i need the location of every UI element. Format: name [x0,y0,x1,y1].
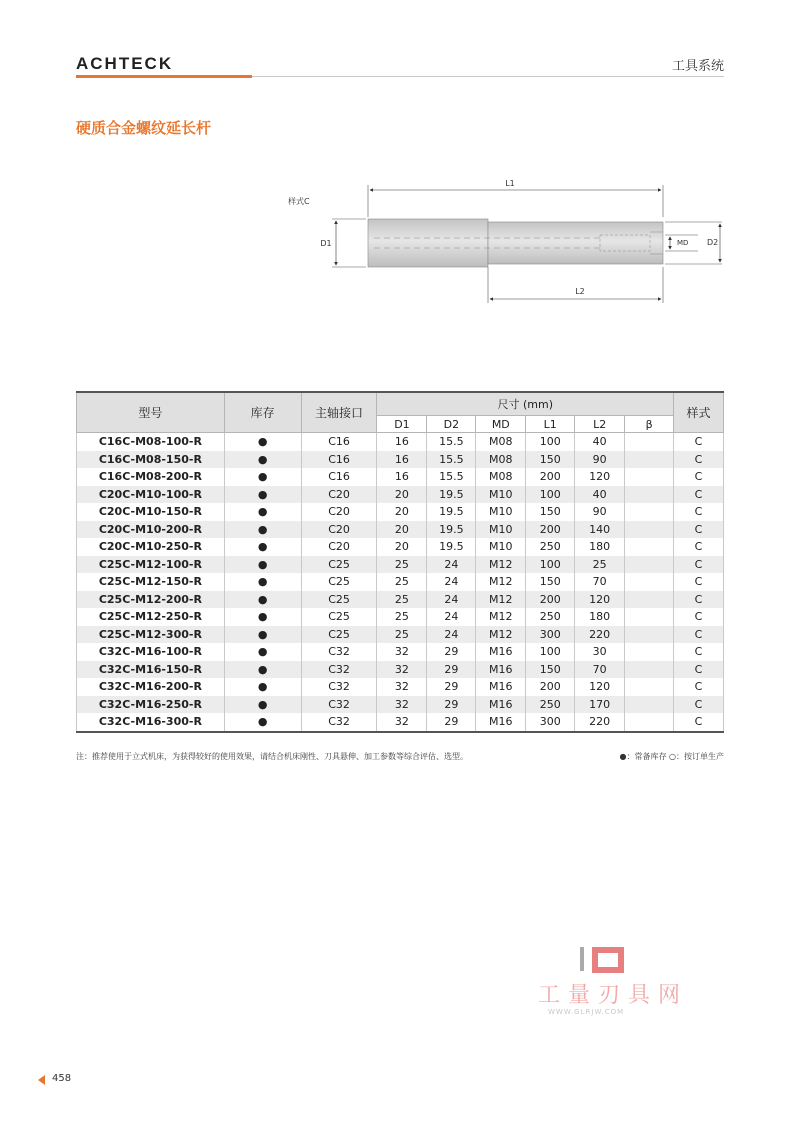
table-row [77,608,724,626]
cell-spindle: C25 [301,591,377,609]
cell-l2: 140 [575,521,625,539]
header-stock: 库存 [224,392,301,433]
table-row [77,573,724,591]
cell-l1: 100 [526,433,575,451]
cell-stock: ● [224,451,301,469]
cell-md: M08 [476,451,526,469]
cell-beta [625,608,674,626]
cell-model: C16C-M08-100-R [77,433,225,451]
cell-d2: 29 [427,713,476,732]
cell-model: C32C-M16-200-R [77,678,225,696]
cell-d2: 19.5 [427,486,476,504]
cell-l1: 250 [526,696,575,714]
cell-model: C16C-M08-200-R [77,468,225,486]
table-row [77,468,724,486]
header-d1: D1 [377,416,427,433]
cell-d2: 29 [427,696,476,714]
cell-l2: 170 [575,696,625,714]
cell-d1: 20 [377,503,427,521]
cell-d2: 19.5 [427,503,476,521]
cell-style: C [674,573,724,591]
cell-d2: 24 [427,591,476,609]
cell-style: C [674,451,724,469]
cell-l2: 90 [575,503,625,521]
cell-beta [625,678,674,696]
cell-beta [625,591,674,609]
watermark-text: 工量刃具网 [538,983,689,1008]
cell-model: C25C-M12-150-R [77,573,225,591]
cell-md: M12 [476,608,526,626]
cell-style: C [674,661,724,679]
cell-spindle: C32 [301,678,377,696]
cell-d2: 15.5 [427,433,476,451]
cell-l1: 150 [526,451,575,469]
cell-d1: 32 [377,713,427,732]
cell-beta [625,503,674,521]
shank-body [368,219,488,267]
cell-style: C [674,556,724,574]
cell-stock: ● [224,661,301,679]
table-row [77,521,724,539]
cell-d1: 25 [377,573,427,591]
cell-d2: 19.5 [427,521,476,539]
table-row [77,433,724,451]
cell-md: M16 [476,696,526,714]
cell-d2: 29 [427,643,476,661]
cell-l1: 200 [526,468,575,486]
footnote: 注：推荐使用于立式机床，为获得较好的使用效果，请结合机床刚性、刀具悬伸、加工参数等综合评估、选型。 [76,752,468,761]
cell-d2: 24 [427,556,476,574]
cell-stock: ● [224,486,301,504]
cell-beta [625,626,674,644]
cell-md: M16 [476,643,526,661]
page-number: 458 [52,1073,72,1084]
cell-l2: 180 [575,608,625,626]
cell-l2: 30 [575,643,625,661]
cell-l2: 70 [575,661,625,679]
cell-md: M08 [476,468,526,486]
cell-spindle: C32 [301,713,377,732]
tool-diagram [270,175,730,305]
cell-model: C20C-M10-100-R [77,486,225,504]
cell-spindle: C25 [301,556,377,574]
table-row [77,713,724,732]
table-row [77,661,724,679]
cell-d1: 20 [377,538,427,556]
cell-d1: 25 [377,608,427,626]
cell-l2: 120 [575,591,625,609]
cell-style: C [674,591,724,609]
cell-d1: 16 [377,433,427,451]
cell-beta [625,451,674,469]
header-d2: D2 [427,416,476,433]
cell-md: M12 [476,591,526,609]
cell-model: C25C-M12-100-R [77,556,225,574]
table-row [77,451,724,469]
cell-spindle: C25 [301,573,377,591]
cell-spindle: C32 [301,643,377,661]
cell-md: M12 [476,556,526,574]
cell-md: M08 [476,433,526,451]
cell-style: C [674,696,724,714]
cell-l2: 120 [575,468,625,486]
cell-stock: ● [224,696,301,714]
spec-table [76,391,724,733]
cell-spindle: C25 [301,608,377,626]
cell-md: M16 [476,678,526,696]
cell-d2: 24 [427,573,476,591]
cell-d2: 15.5 [427,451,476,469]
cell-l1: 150 [526,661,575,679]
table-row [77,643,724,661]
cell-style: C [674,538,724,556]
cell-style: C [674,643,724,661]
table-row [77,626,724,644]
cell-style: C [674,713,724,732]
cell-stock: ● [224,433,301,451]
header-spindle: 主轴接口 [301,392,377,433]
table-row [77,486,724,504]
cell-spindle: C20 [301,521,377,539]
cell-l1: 300 [526,626,575,644]
cell-d2: 29 [427,678,476,696]
cell-model: C25C-M12-250-R [77,608,225,626]
cell-l2: 90 [575,451,625,469]
brand-logo: ACHTECK [76,54,174,73]
cell-style: C [674,503,724,521]
cell-spindle: C32 [301,696,377,714]
cell-style: C [674,468,724,486]
cell-l1: 250 [526,538,575,556]
cell-model: C32C-M16-150-R [77,661,225,679]
table-row [77,538,724,556]
header-style: 样式 [674,392,724,433]
cell-md: M16 [476,661,526,679]
cell-model: C20C-M10-250-R [77,538,225,556]
cell-spindle: C32 [301,661,377,679]
cell-md: M12 [476,626,526,644]
cell-l1: 200 [526,678,575,696]
cell-l2: 25 [575,556,625,574]
cell-d2: 24 [427,608,476,626]
label-l1: L1 [505,179,515,188]
header-l2: L2 [575,416,625,433]
cell-l2: 70 [575,573,625,591]
cell-model: C32C-M16-300-R [77,713,225,732]
header-md: MD [476,416,526,433]
cell-style: C [674,608,724,626]
cell-stock: ● [224,591,301,609]
cell-stock: ● [224,556,301,574]
cell-stock: ● [224,573,301,591]
cell-stock: ● [224,678,301,696]
cell-model: C20C-M10-200-R [77,521,225,539]
cell-d1: 32 [377,661,427,679]
table-row [77,591,724,609]
cell-style: C [674,626,724,644]
watermark-url: WWW.GLRJW.COM [548,1008,625,1016]
cell-beta [625,468,674,486]
cell-d1: 20 [377,521,427,539]
style-label: 样式C [288,197,310,206]
cell-l2: 120 [575,678,625,696]
cell-spindle: C20 [301,486,377,504]
cell-l1: 100 [526,643,575,661]
cell-d1: 16 [377,468,427,486]
cell-d1: 32 [377,696,427,714]
cell-l1: 100 [526,486,575,504]
extension-body [488,222,663,264]
cell-d2: 29 [427,661,476,679]
cell-l1: 200 [526,591,575,609]
table-row [77,678,724,696]
cell-style: C [674,486,724,504]
cell-md: M12 [476,573,526,591]
cell-beta [625,521,674,539]
cell-l1: 200 [526,521,575,539]
cell-l1: 150 [526,503,575,521]
header-beta: β [625,416,674,433]
cell-model: C25C-M12-300-R [77,626,225,644]
cell-style: C [674,433,724,451]
cell-beta [625,433,674,451]
label-d1: D1 [320,239,332,248]
cell-model: C32C-M16-250-R [77,696,225,714]
cell-md: M10 [476,538,526,556]
cell-d1: 32 [377,678,427,696]
cell-spindle: C25 [301,626,377,644]
cell-spindle: C16 [301,433,377,451]
cell-d2: 24 [427,626,476,644]
cell-stock: ● [224,521,301,539]
cell-d2: 19.5 [427,538,476,556]
cell-model: C32C-M16-100-R [77,643,225,661]
cell-d2: 15.5 [427,468,476,486]
cell-beta [625,696,674,714]
cell-spindle: C20 [301,538,377,556]
cell-beta [625,538,674,556]
cell-stock: ● [224,713,301,732]
cell-l1: 150 [526,573,575,591]
cell-md: M10 [476,503,526,521]
table-row [77,503,724,521]
page-title: 硬质合金螺纹延长杆 [76,119,212,137]
cell-stock: ● [224,643,301,661]
table-row [77,696,724,714]
stock-legend: ●：常备库存 ○：按订单生产 [619,752,724,761]
label-d2: D2 [707,238,719,247]
cell-stock: ● [224,468,301,486]
cell-model: C16C-M08-150-R [77,451,225,469]
cell-stock: ● [224,608,301,626]
page-arrow-icon [38,1075,45,1085]
cell-stock: ● [224,538,301,556]
cell-spindle: C16 [301,451,377,469]
cell-md: M10 [476,486,526,504]
cell-style: C [674,521,724,539]
cell-md: M16 [476,713,526,732]
cell-stock: ● [224,503,301,521]
header-l1: L1 [526,416,575,433]
spec-table-body [77,433,724,732]
cell-md: M10 [476,521,526,539]
cell-d1: 32 [377,643,427,661]
cell-l2: 40 [575,486,625,504]
label-l2: L2 [575,287,585,296]
table-row [77,556,724,574]
header-dimensions: 尺寸 (mm) [377,392,674,416]
header-model: 型号 [77,392,225,433]
cell-d1: 16 [377,451,427,469]
label-md: MD [677,239,689,247]
header-accent-bar [76,75,252,78]
cell-l2: 180 [575,538,625,556]
cell-d1: 25 [377,556,427,574]
cell-beta [625,713,674,732]
cell-model: C20C-M10-150-R [77,503,225,521]
cell-beta [625,486,674,504]
cell-style: C [674,678,724,696]
cell-beta [625,573,674,591]
cell-spindle: C20 [301,503,377,521]
cell-l2: 220 [575,626,625,644]
cell-stock: ● [224,626,301,644]
cell-model: C25C-M12-200-R [77,591,225,609]
cell-d1: 20 [377,486,427,504]
cell-d1: 25 [377,626,427,644]
cell-spindle: C16 [301,468,377,486]
cell-d1: 25 [377,591,427,609]
cell-l1: 250 [526,608,575,626]
cell-beta [625,643,674,661]
cell-beta [625,661,674,679]
cell-beta [625,556,674,574]
cell-l1: 300 [526,713,575,732]
cell-l2: 40 [575,433,625,451]
cell-l1: 100 [526,556,575,574]
section-title: 工具系统 [671,59,724,74]
cell-l2: 220 [575,713,625,732]
